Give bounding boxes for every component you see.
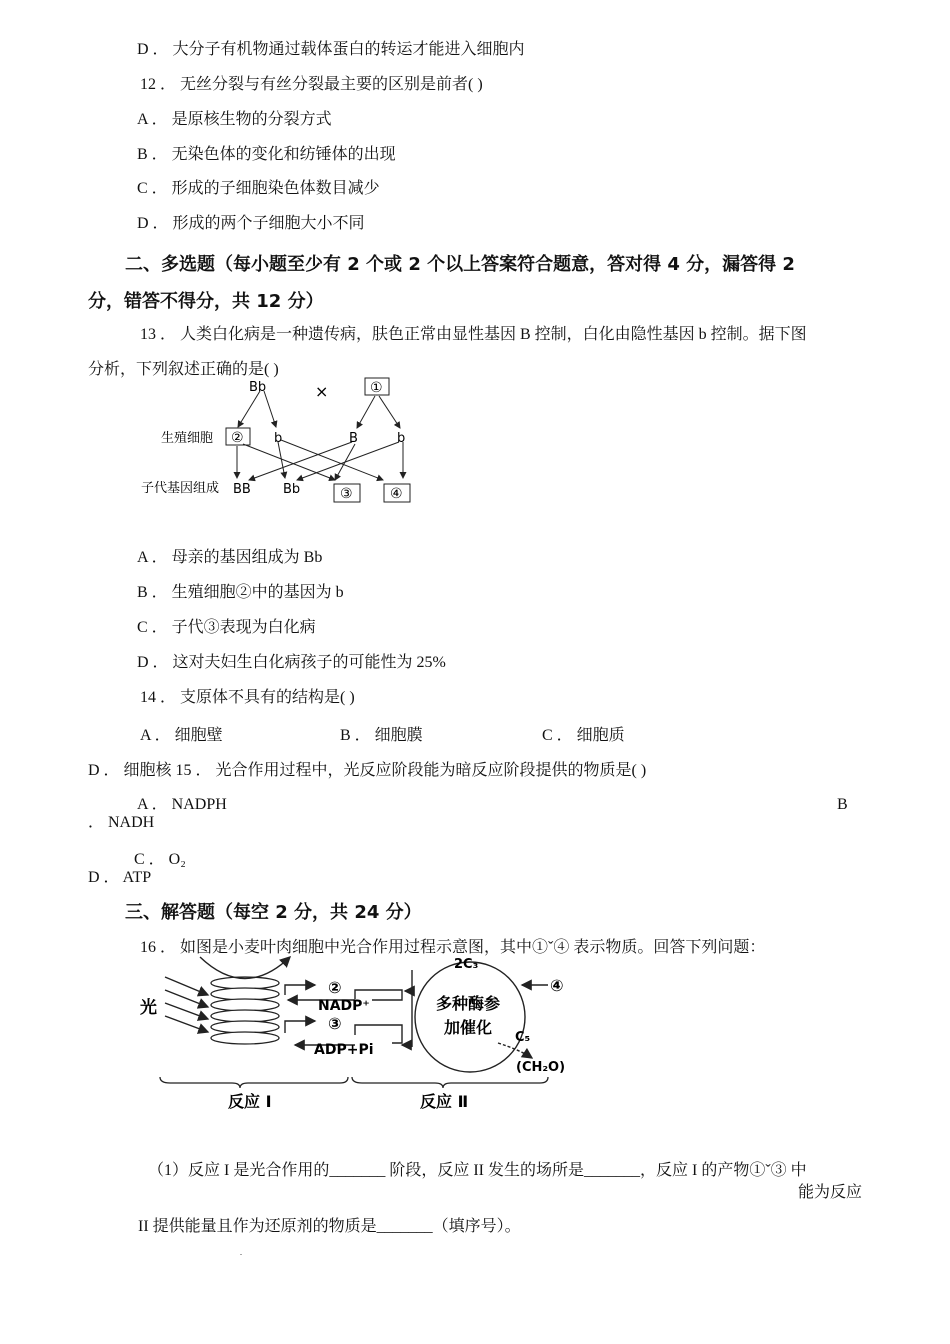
light-label: 光 (140, 998, 157, 1018)
q12-option-b: B ． 无染色体的变化和纺锤体的出现 (137, 146, 396, 163)
material-3-label: ③ (328, 1014, 342, 1033)
q14-option-a: A ． 细胞壁 (140, 727, 223, 744)
q14-option-d-and-q15-stem: D ． 细胞核 15 ． 光合作用过程中，光反应阶段能为暗反应阶段提供的物质是( ) (88, 762, 647, 779)
q16-part1-line2: II 提供能量且作为还原剂的物质是_______（填序号）。 (138, 1218, 521, 1235)
q14-option-b: B ． 细胞膜 (340, 727, 423, 744)
q13-stem-line1: 13 ． 人类白化病是一种遗传病，肤色正常由显性基因 B 控制，白化由隐性基因 b 控制。据下图 (140, 326, 807, 343)
offspring-BB: BB (233, 482, 251, 497)
section2-heading-line2: 分，错答不得分，共 12 分） (88, 291, 324, 312)
q14-option-c: C ． 细胞质 (542, 727, 625, 744)
q15-option-a: A ． NADPH (137, 796, 227, 813)
photosynthesis-diagram (130, 955, 580, 1115)
q13-stem-line2: 分析，下列叙述正确的是( ) (88, 361, 279, 378)
material-4-label: ④ (550, 976, 564, 995)
row-label-offspring: 子代基因组成 (141, 481, 220, 496)
q12-option-c: C ． 形成的子细胞染色体数目减少 (137, 180, 380, 197)
section3-heading: 三、解答题（每空 2 分，共 24 分） (125, 902, 422, 923)
gamete-B-right: B (349, 431, 358, 446)
material-2-label: ② (328, 978, 342, 997)
enzyme-text-line2: 加催化 (444, 1018, 493, 1037)
reaction-1-label: 反应 Ⅰ (228, 1092, 272, 1111)
q15-option-b-text: ． NADH (88, 814, 155, 831)
q14-stem: 14 ． 支原体不具有的结构是( ) (140, 689, 355, 706)
row-label-gametes: 生殖细胞 (161, 431, 214, 446)
parent-right-label: ① (370, 380, 383, 396)
q15-option-d: D ． ATP (88, 869, 152, 886)
offspring-Bb: Bb (283, 482, 301, 497)
gamete-b-left: b (274, 431, 283, 446)
parent-left-genotype: Bb (249, 380, 267, 395)
gamete-b-right: b (397, 431, 406, 446)
q15-option-b-letter: B (837, 796, 848, 813)
q13-option-d: D ． 这对夫妇生白化病孩子的可能性为 25% (137, 654, 446, 671)
footer-dot: . (240, 1248, 242, 1257)
q11-option-d: D ． 大分子有机物通过载体蛋白的转运才能进入细胞内 (137, 41, 525, 58)
q15-option-c: C ． O₂ (134, 851, 186, 868)
q16-part1-line1: （1）反应 I 是光合作用的_______ 阶段，反应 II 发生的场所是_______，反应 I 的产物①ˇ③ 中 (148, 1162, 807, 1179)
ch2o-label: (CH₂O) (516, 1060, 566, 1075)
gamete-2-label: ② (231, 430, 244, 446)
offspring-3-label: ③ (340, 486, 353, 502)
q12-option-d: D ． 形成的两个子细胞大小不同 (137, 215, 365, 232)
q13-option-c: C ． 子代③表现为白化病 (137, 619, 316, 636)
genetics-cross-diagram (135, 374, 425, 514)
reaction-2-label: 反应 Ⅱ (420, 1092, 469, 1111)
cross-symbol: × (315, 382, 329, 401)
q12-stem: 12 ． 无丝分裂与有丝分裂最主要的区别是前者( ) (140, 76, 483, 93)
q16-stem: 16 ． 如图是小麦叶肉细胞中光合作用过程示意图，其中①ˇ④ 表示物质。回答下列问题： (140, 939, 766, 956)
c3-label: 2C₃ (454, 957, 479, 972)
adp-pi-label: ADP+Pi (314, 1042, 374, 1058)
section2-heading-line1: 二、多选题（每小题至少有 2 个或 2 个以上答案符合题意，答对得 4 分，漏答得 2 (125, 254, 795, 275)
enzyme-text-line1: 多种酶参 (436, 994, 501, 1013)
q16-part1-line1-wrap: 能为反应 (798, 1184, 863, 1201)
nadp-label: NADP⁺ (318, 998, 370, 1014)
q12-option-a: A ． 是原核生物的分裂方式 (137, 111, 332, 128)
q13-option-a: A ． 母亲的基因组成为 Bb (137, 549, 323, 566)
q13-option-b: B ． 生殖细胞②中的基因为 b (137, 584, 344, 601)
c5-label: C₅ (515, 1030, 531, 1045)
offspring-4-label: ④ (390, 486, 403, 502)
